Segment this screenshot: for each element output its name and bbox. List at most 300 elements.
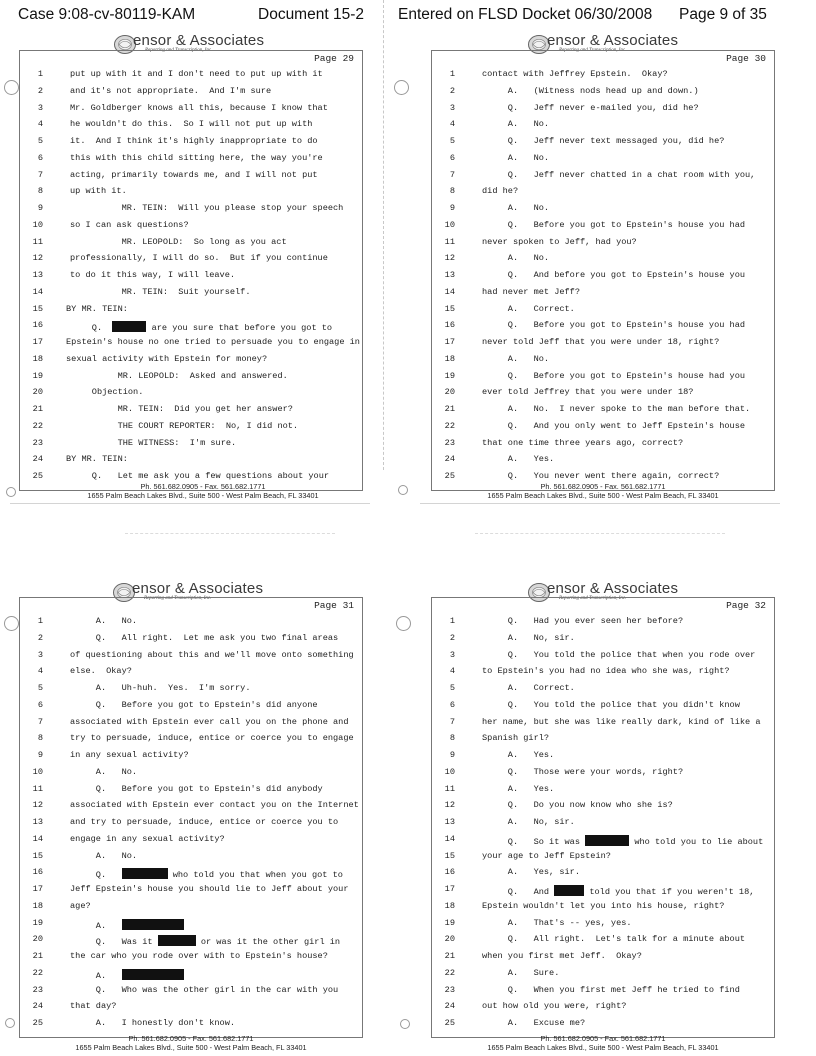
line-number: 14: [32, 286, 43, 297]
line-number: 7: [37, 716, 43, 727]
line-text: [482, 868, 580, 877]
line-text: [66, 321, 332, 333]
line-text-part: A. No, sir.: [482, 632, 575, 643]
line-text: [482, 472, 719, 481]
transcript-page-number: Page 31: [314, 600, 354, 611]
line-text: [70, 667, 132, 676]
line-text-part: Q. Before you got to Epstein's did anybody: [70, 783, 323, 794]
redaction-block: [122, 919, 184, 930]
line-number: 11: [444, 783, 455, 794]
line-text-part: Q. Jeff never chatted in a chat room with you,: [482, 169, 756, 180]
line-number: 9: [37, 203, 43, 213]
line-text-part: A. No.: [70, 766, 138, 777]
line-number: 15: [444, 850, 455, 861]
line-text: [482, 171, 755, 180]
line-number: 1: [449, 69, 455, 79]
line-text-part: Q. When you first met Jeff he tried to find: [482, 984, 740, 995]
line-number: 13: [32, 817, 43, 827]
line-text: [482, 271, 745, 280]
firm-name: ensor & Associates: [132, 580, 264, 597]
line-number: 23: [32, 984, 43, 995]
line-number: 3: [449, 102, 455, 113]
line-number: 7: [449, 716, 455, 727]
line-text-part: Epstein's house no one tried to persuade you to engage in: [66, 337, 360, 347]
footer-address: 1655 Palm Beach Lakes Blvd., Suite 500 - West Palm Beach, FL 33401: [487, 1043, 719, 1053]
line-text-part: MR. LEOPOLD: So long as you act: [70, 236, 287, 247]
line-text-part: Objection.: [66, 387, 144, 398]
line-text-part: ever told Jeffrey that you were under 18?: [482, 387, 694, 398]
transcript-page-number: Page 30: [726, 53, 766, 64]
line-text: [70, 684, 251, 693]
footer-address: 1655 Palm Beach Lakes Blvd., Suite 500 - West Palm Beach, FL 33401: [487, 491, 719, 501]
firm-tagline: Reporting and Transcription, Inc.: [144, 596, 212, 601]
line-text: [70, 768, 137, 777]
line-text-part: contact with Jeffrey Epstein. Okay?: [482, 69, 668, 79]
transcript-page: [19, 597, 363, 1038]
line-text: [70, 104, 328, 113]
line-number: 21: [32, 404, 43, 414]
line-text-part: A. Yes.: [482, 750, 555, 760]
line-text-part: A. No. I never spoke to the man before that.: [482, 404, 751, 414]
line-text-part: it. And I think it's highly inappropriate to do: [70, 136, 318, 146]
firm-contact-footer: [19, 1034, 363, 1053]
line-number: 9: [449, 203, 455, 213]
line-number: 11: [444, 236, 455, 247]
line-number: 20: [444, 387, 455, 398]
line-number: 11: [32, 236, 43, 247]
line-text-part: THE COURT REPORTER: No, I did not.: [66, 420, 299, 431]
line-text: [70, 868, 343, 880]
transcript-page-number: Page 32: [726, 600, 766, 611]
line-number: 7: [449, 169, 455, 180]
line-text-part: Epstein wouldn't let you into his house, right?: [482, 900, 725, 911]
line-text-part: Q. Before you got to Epstein's house had you: [482, 370, 746, 381]
line-text: [66, 338, 360, 347]
line-text: [70, 187, 127, 196]
line-text: [70, 818, 338, 827]
docket-entry: Entered on FLSD Docket 06/30/2008: [398, 6, 653, 23]
line-text-part: Mr. Goldberger knows all this, because I know that: [70, 102, 328, 113]
scan-edge-left: [125, 533, 335, 534]
line-text-part: A. No.: [482, 353, 550, 364]
line-text: [482, 935, 745, 944]
line-text: [70, 171, 318, 180]
line-text: [70, 801, 359, 810]
firm-tagline: Reporting and Transcription, Inc.: [559, 596, 627, 601]
transcript-page-number: Page 29: [314, 53, 354, 64]
line-text-part: and it's not appropriate. And I'm sure: [70, 85, 272, 96]
line-text-part: Q. You told the police that when you rode over: [482, 649, 756, 660]
line-text: [66, 472, 329, 481]
line-number: 4: [449, 666, 455, 677]
line-text-part: Q. Was it: [70, 937, 158, 948]
line-text: [70, 701, 318, 710]
line-text: [70, 835, 225, 844]
line-text-part: in any sexual activity?: [70, 750, 189, 760]
line-text-part: BY MR. TEIN:: [66, 454, 128, 465]
line-text-part: A. No.: [70, 850, 138, 861]
line-number: 24: [32, 454, 43, 465]
binder-hole-icon: [398, 485, 408, 495]
line-text-part: never spoken to Jeff, had you?: [482, 236, 637, 247]
line-text: [482, 785, 554, 794]
line-number: 13: [444, 270, 455, 280]
line-text-part: Q.: [66, 323, 113, 334]
line-text: [70, 952, 328, 961]
line-text: [482, 684, 575, 693]
binder-hole-icon: [394, 80, 409, 95]
line-text: [482, 667, 730, 676]
line-text-part: Q. Before you got to Epstein's did anyone: [70, 699, 318, 710]
line-text: [70, 120, 312, 129]
line-text-part: A. Excuse me?: [482, 1018, 586, 1028]
line-text: [70, 986, 338, 995]
redaction-block: [112, 321, 146, 332]
redaction-block: [554, 885, 584, 896]
line-number: 2: [37, 632, 43, 643]
line-text: [482, 734, 549, 743]
binder-hole-icon: [400, 1019, 410, 1029]
line-text-part: Q. Jeff never e-mailed you, did he?: [482, 102, 699, 113]
line-text: [70, 221, 189, 230]
line-text: [70, 852, 137, 861]
line-number: 18: [32, 353, 43, 364]
line-text-part: A. No.: [70, 616, 138, 626]
line-number: 13: [32, 270, 43, 280]
line-text-part: A. Sure.: [482, 967, 560, 978]
line-number: 2: [449, 632, 455, 643]
line-text: [482, 187, 518, 196]
line-text-part: Q. Who was the other girl in the car with you: [70, 984, 339, 995]
line-text-part: A. That's -- yes, yes.: [482, 917, 632, 928]
line-text-part: when you first met Jeff. Okay?: [482, 951, 642, 961]
line-number: 1: [449, 616, 455, 626]
line-text-part: Q. And you only went to Jeff Epstein's house: [482, 420, 746, 431]
line-text: [70, 1019, 235, 1028]
line-number: 24: [444, 1001, 455, 1012]
line-number: 24: [32, 1001, 43, 1012]
line-text: [70, 751, 189, 760]
line-text: [70, 919, 184, 931]
transcript-page: [19, 50, 363, 491]
line-text: [482, 919, 632, 928]
line-number: 18: [32, 900, 43, 911]
footer-phone: Ph. 561.682.0905 - Fax. 561.682.1771: [140, 482, 266, 491]
line-text-part: that day?: [70, 1001, 117, 1012]
line-number: 8: [449, 186, 455, 197]
line-text-part: the car who you rode over with to Epstein's house?: [70, 951, 328, 961]
line-number: 22: [444, 967, 455, 978]
line-text-part: Q. Jeff never text messaged you, did he?: [482, 136, 725, 146]
line-number: 13: [444, 817, 455, 827]
line-text-part: told you that if you weren't 18,: [584, 887, 755, 897]
line-number: 20: [444, 934, 455, 945]
line-text: [482, 204, 549, 213]
line-text-part: BY MR. TEIN:: [66, 303, 128, 314]
line-text: [482, 422, 745, 431]
line-text: [482, 952, 642, 961]
binder-hole-icon: [5, 1018, 15, 1028]
line-text: [482, 617, 683, 626]
line-number: 5: [37, 683, 43, 693]
line-number: 25: [32, 1018, 43, 1028]
line-text-part: or was it the other girl in: [195, 937, 341, 948]
line-text: [70, 634, 338, 643]
line-text: [482, 701, 740, 710]
column-divider: [383, 0, 384, 470]
line-number: 10: [444, 766, 455, 777]
line-text: [70, 651, 354, 660]
document-number: Document 15-2: [258, 6, 364, 23]
line-number: 3: [449, 649, 455, 660]
line-number: 19: [32, 917, 43, 928]
line-number: 21: [32, 951, 43, 961]
line-text: [70, 734, 354, 743]
line-number: 5: [37, 136, 43, 146]
line-text-part: A. (Witness nods head up and down.): [482, 85, 699, 96]
line-text: [70, 204, 343, 213]
line-text: [482, 388, 693, 397]
line-text-part: sexual activity with Epstein for money?: [66, 353, 268, 364]
line-text-part: so I can ask questions?: [70, 219, 189, 230]
line-text-part: A. Yes, sir.: [482, 867, 580, 878]
line-text-part: A. Correct.: [482, 683, 575, 693]
line-text-part: A. No.: [482, 253, 550, 264]
quadrant-divider-right: [420, 503, 780, 504]
line-text-part: A. No.: [482, 152, 550, 163]
line-text-part: MR. TEIN: Suit yourself.: [70, 286, 251, 297]
line-text: [482, 137, 724, 146]
line-number: 7: [37, 169, 43, 180]
line-number: 10: [444, 219, 455, 230]
line-number: 9: [449, 750, 455, 760]
line-text-part: A.: [70, 970, 122, 981]
line-number: 15: [32, 850, 43, 861]
line-number: 3: [37, 649, 43, 660]
line-text: [482, 969, 559, 978]
docket-header: [0, 6, 816, 28]
line-text: [70, 137, 318, 146]
line-number: 22: [32, 967, 43, 978]
line-text-part: Q. And: [482, 887, 555, 897]
line-text-part: Q. You never went there again, correct?: [482, 471, 720, 481]
line-number: 17: [444, 884, 455, 894]
firm-contact-footer: [431, 482, 775, 501]
line-text: [66, 405, 293, 414]
line-number: 11: [32, 783, 43, 794]
line-number: 8: [449, 733, 455, 744]
line-text-part: he wouldn't do this. So I will not put up with: [70, 119, 313, 130]
line-number: 9: [37, 750, 43, 760]
line-number: 22: [32, 420, 43, 431]
line-text: [482, 835, 763, 847]
line-number: 4: [449, 119, 455, 130]
line-text-part: to Epstein's you had no idea who she was, right?: [482, 666, 730, 677]
line-text-part: try to persuade, induce, entice or coerce you to engage: [70, 733, 354, 744]
line-text: [482, 751, 554, 760]
line-text-part: never told Jeff that you were under 18, right?: [482, 337, 720, 347]
line-text: [66, 455, 128, 464]
quadrant-divider-left: [10, 503, 370, 504]
line-text: [70, 254, 328, 263]
line-number: 17: [444, 337, 455, 347]
line-number: 6: [449, 699, 455, 710]
line-text-part: engage in any sexual activity?: [70, 833, 225, 844]
firm-name: ensor & Associates: [133, 32, 265, 49]
redaction-block: [122, 868, 168, 879]
line-text-part: Q. Do you now know who she is?: [482, 800, 673, 811]
line-text-part: A. I honestly don't know.: [70, 1018, 236, 1028]
line-number: 3: [37, 102, 43, 113]
line-text: [482, 818, 575, 827]
line-number: 6: [37, 152, 43, 163]
line-text-part: put up with it and I don't need to put up with it: [70, 69, 323, 79]
binder-hole-icon: [396, 616, 411, 631]
line-text-part: professionally, I will do so. But if you continue: [70, 253, 328, 264]
line-number: 12: [444, 800, 455, 811]
line-number: 20: [32, 387, 43, 398]
line-number: 12: [444, 253, 455, 264]
redaction-block: [122, 969, 184, 980]
line-text-part: your age to Jeff Epstein?: [482, 850, 611, 861]
line-number: 5: [449, 683, 455, 693]
line-text: [482, 120, 549, 129]
line-number: 14: [32, 833, 43, 844]
line-text-part: MR. TEIN: Will you please stop your speech: [70, 203, 344, 213]
line-number: 12: [32, 253, 43, 264]
footer-address: 1655 Palm Beach Lakes Blvd., Suite 500 - West Palm Beach, FL 33401: [87, 491, 319, 501]
line-text: [482, 338, 719, 347]
line-text: [482, 254, 549, 263]
line-number: 12: [32, 800, 43, 811]
line-number: 21: [444, 951, 455, 961]
line-number: 5: [449, 136, 455, 146]
line-number: 2: [37, 85, 43, 96]
line-number: 15: [32, 303, 43, 314]
line-text: [482, 1019, 585, 1028]
line-text: [482, 718, 760, 727]
line-text-part: are you sure that before you got to: [146, 323, 333, 334]
line-text-part: of questioning about this and we'll move onto something: [70, 649, 354, 660]
line-text-part: who told you to lie about: [629, 836, 764, 847]
line-text-part: associated with Epstein ever contact you on the Internet: [70, 800, 359, 811]
line-text: [482, 634, 575, 643]
line-number: 8: [37, 186, 43, 197]
scan-edge-right: [475, 533, 725, 534]
binder-hole-icon: [6, 487, 16, 497]
line-text-part: did he?: [482, 186, 519, 197]
binder-hole-icon: [4, 616, 19, 631]
line-text: [482, 221, 745, 230]
line-number: 16: [444, 320, 455, 331]
line-text-part: Q. All right. Let's talk for a minute about: [482, 934, 746, 945]
line-number: 18: [444, 900, 455, 911]
line-number: 19: [444, 917, 455, 928]
transcript-page: [431, 50, 775, 491]
line-number: 6: [37, 699, 43, 710]
line-text: [482, 439, 683, 448]
line-text-part: her name, but she was like really dark, kind of like a: [482, 716, 761, 727]
line-text: [482, 852, 611, 861]
line-text-part: Q. Those were your words, right?: [482, 766, 684, 777]
line-text: [482, 902, 724, 911]
line-text-part: Q. So it was: [482, 836, 586, 847]
line-text: [70, 238, 287, 247]
case-number: Case 9:08-cv-80119-KAM: [18, 6, 196, 23]
line-text-part: out how old you were, right?: [482, 1001, 627, 1012]
line-text-part: had never met Jeff?: [482, 286, 580, 297]
line-text: [70, 969, 184, 981]
line-number: 21: [444, 404, 455, 414]
line-text-part: Q. Before you got to Epstein's house you had: [482, 219, 746, 230]
line-number: 4: [37, 666, 43, 677]
footer-address: 1655 Palm Beach Lakes Blvd., Suite 500 - West Palm Beach, FL 33401: [75, 1043, 307, 1053]
line-text-part: and try to persuade, induce, entice or coerce you to: [70, 817, 339, 827]
line-text-part: A. No.: [482, 119, 550, 130]
line-text: [66, 422, 298, 431]
line-number: 19: [32, 370, 43, 381]
line-text-part: Q. Let me ask you a few questions about your: [66, 471, 330, 481]
line-text: [70, 288, 251, 297]
line-text: [482, 104, 699, 113]
line-number: 14: [444, 833, 455, 844]
line-text-part: THE WITNESS: I'm sure.: [66, 437, 237, 448]
line-text: [70, 70, 323, 79]
line-text: [482, 885, 754, 897]
line-text-part: A. Correct.: [482, 303, 575, 314]
line-text-part: Q.: [70, 870, 122, 881]
footer-phone: Ph. 561.682.0905 - Fax. 561.682.1771: [540, 1034, 666, 1043]
line-number: 16: [444, 867, 455, 878]
line-text: [482, 405, 750, 414]
line-text: [70, 885, 348, 894]
binder-hole-icon: [4, 80, 19, 95]
line-number: 15: [444, 303, 455, 314]
line-text-part: to do it this way, I will leave.: [70, 270, 236, 280]
line-text: [482, 986, 740, 995]
line-text-part: A. No.: [482, 203, 550, 213]
line-text: [70, 271, 235, 280]
line-number: 25: [444, 1018, 455, 1028]
line-text: [70, 785, 323, 794]
line-text-part: MR. TEIN: Did you get her answer?: [66, 404, 293, 414]
line-number: 4: [37, 119, 43, 130]
line-text: [482, 238, 637, 247]
line-text-part: A. Uh-huh. Yes. I'm sorry.: [70, 683, 251, 693]
line-number: 17: [32, 337, 43, 347]
line-number: 10: [32, 766, 43, 777]
line-text-part: this with this child sitting here, the way you're: [70, 152, 323, 163]
firm-contact-footer: [431, 1034, 775, 1053]
line-number: 20: [32, 934, 43, 945]
line-number: 16: [32, 867, 43, 878]
line-text-part: Spanish girl?: [482, 733, 550, 744]
line-text: [66, 388, 143, 397]
line-text-part: Jeff Epstein's house you should lie to Jeff about your: [70, 884, 349, 894]
line-text: [70, 718, 348, 727]
line-text: [70, 902, 91, 911]
line-number: 18: [444, 353, 455, 364]
line-number: 16: [32, 320, 43, 331]
firm-tagline: Reporting and Transcription, Inc.: [559, 48, 627, 53]
line-number: 22: [444, 420, 455, 431]
line-number: 1: [37, 69, 43, 79]
line-number: 25: [444, 471, 455, 481]
line-text: [70, 87, 271, 96]
line-text-part: A. Yes.: [482, 783, 555, 794]
line-text: [482, 70, 668, 79]
page-count: Page 9 of 35: [679, 6, 767, 23]
